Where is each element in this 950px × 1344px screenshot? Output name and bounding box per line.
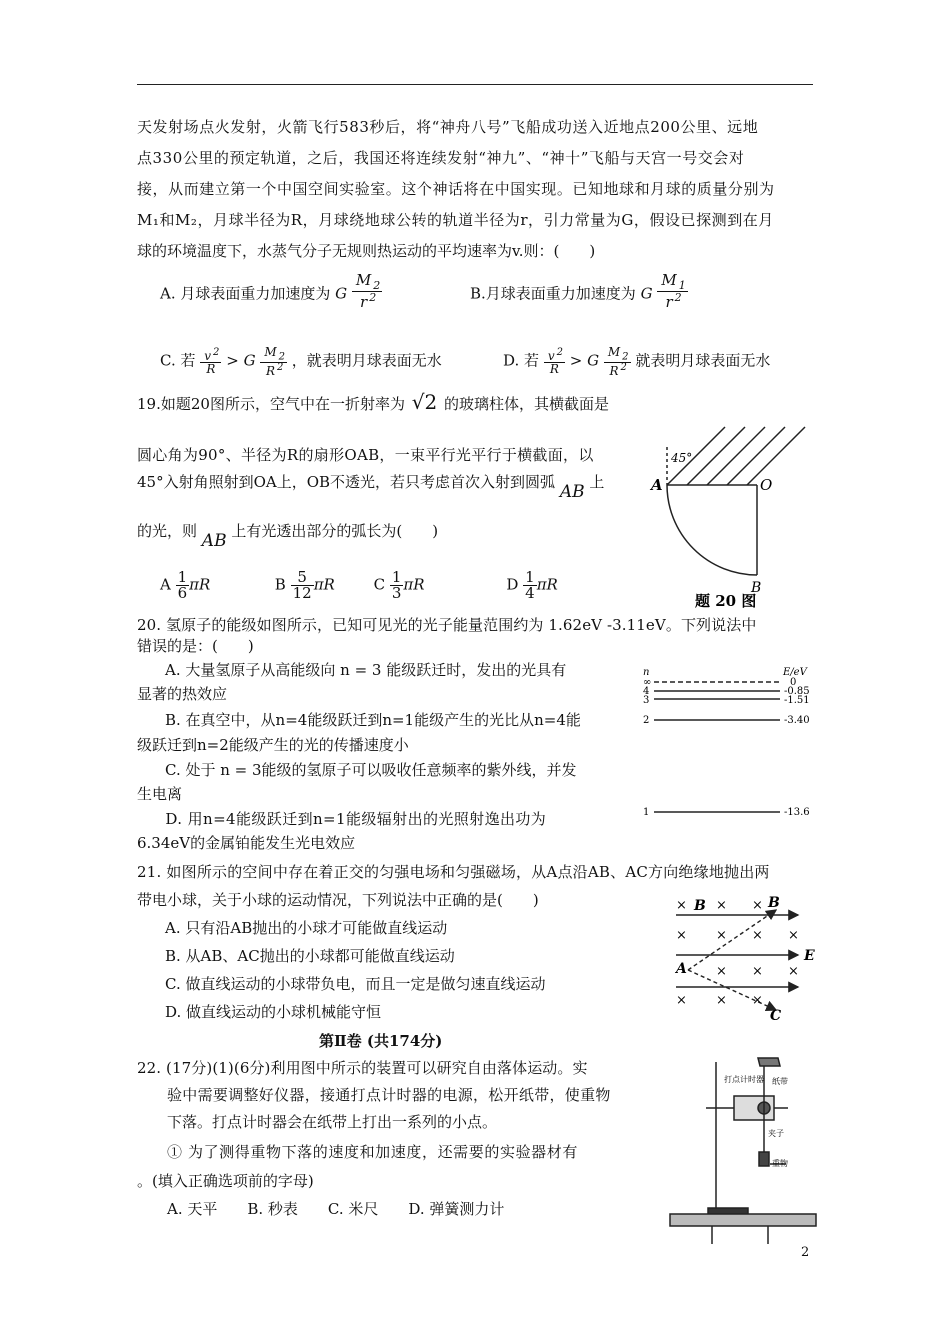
level-n: 1 — [643, 807, 650, 818]
q22-line: 验中需要调整好仪器，接通打点计时器的电源，松开纸带，使重物 — [167, 1086, 611, 1104]
cross-mark: × — [752, 898, 763, 913]
q20-line: 6.34eV的金属铂能发生光电效应 — [137, 834, 356, 852]
q20-line: B. 在真空中，从n=4能级跃迁到n=1能级产生的光比从n=4能 — [150, 711, 581, 729]
q20-line: 级跃迁到n=2能级产生的光的传播速度小 — [137, 736, 409, 754]
e-axis-label: E/eV — [783, 667, 807, 678]
q20-line: C. 处于 n = 3能级的氢原子可以吸收任意频率的紫外线，并发 — [150, 761, 577, 779]
energy-level-diagram — [640, 665, 820, 825]
n-axis-label: n — [643, 667, 650, 678]
option-b: B $\frac{5}{12}$ πR — [274, 568, 335, 602]
point-c-label: C — [770, 1008, 782, 1022]
q20-line: 显著的热效应 — [137, 685, 228, 703]
tape-label: 纸带 — [772, 1077, 788, 1086]
point-a-label: A — [676, 961, 687, 977]
sector-figure — [645, 412, 820, 608]
q19-line: 的光，则 AB 上有光透出部分的弧长为( ) — [137, 522, 439, 551]
clip-label: 夹子 — [768, 1129, 784, 1138]
cross-mark: × — [716, 993, 727, 1008]
q18-option-b — [470, 271, 688, 311]
q19-options — [160, 570, 558, 601]
q22-line: 22. (17分)(1)(6分)利用图中所示的装置可以研究自由落体运动。实 — [137, 1059, 588, 1077]
page-number: 2 — [801, 1245, 810, 1260]
q19-line: 45°入射角照射到OA上，OB不透光，若只考虑首次入射到圆弧 AB 上 — [137, 473, 605, 502]
option-text: A. 月球表面重力加速度为 — [160, 284, 331, 303]
cross-mark: × — [676, 993, 687, 1008]
cross-mark: × — [716, 928, 727, 943]
q21-line: 带电小球，关于小球的运动情况，下列说法中正确的是( ) — [137, 891, 539, 909]
q20-line: 错误的是：( ) — [137, 637, 254, 655]
q19-line: 19.如题20图所示，空气中在一折射率为 √2 的玻璃柱体，其横截面是 — [137, 390, 609, 414]
q21-line: C. 做直线运动的小球带负电，而且一定是做匀速直线运动 — [150, 975, 546, 993]
point-b-label: B — [751, 580, 762, 596]
timer-label: 打点计时器 — [724, 1075, 764, 1084]
const-g: G — [640, 284, 653, 303]
fraction: $\frac{v ^2}{R}$ — [544, 348, 565, 375]
point-b-label: B — [768, 895, 780, 911]
q21-line: D. 做直线运动的小球机械能守恒 — [150, 1003, 382, 1021]
paragraph-line: M₁和M₂，月球半径为R，月球绕地球公转的轨道半径为r，引力常量为G，假设已探测到在月 — [137, 211, 774, 229]
arc-ab-label: AB — [201, 531, 227, 551]
option-text: B.月球表面重力加速度为 — [470, 284, 636, 303]
q22-line: ① 为了测得重物下落的速度和加速度，还需要的实验器材有 — [167, 1143, 578, 1161]
fraction: $\frac{M _2}{R ^2}$ — [260, 346, 287, 377]
level-n: ∞ — [643, 677, 652, 688]
option-c: C $\frac{1}{3}$ πR — [373, 568, 425, 602]
weight-label: 重物 — [772, 1159, 788, 1168]
cross-mark: × — [716, 898, 727, 913]
const-g: G — [335, 284, 348, 303]
paragraph-line: 接，从而建立第一个中国空间实验室。这个神话将在中国实现。已知地球和月球的质量分别为 — [137, 180, 775, 198]
angle-label: 45° — [671, 451, 693, 465]
sqrt-value: √2 — [411, 390, 438, 414]
q18-option-c: C. 若 $\frac{v ^2}{R}$ > G $\frac{M _2}{R ^2}$ ，就表明月球表面无水 — [160, 345, 442, 379]
fraction: $\frac{M _2}{r ^2}$ — [352, 273, 382, 310]
fraction: $\frac{M _1}{r ^2}$ — [657, 273, 687, 310]
cross-mark: × — [752, 993, 763, 1008]
q18-option-d: D. 若 $\frac{v ^2}{R}$ > G $\frac{M _2}{R ^2}$ 就表明月球表面无水 — [503, 345, 771, 379]
level-n: 4 — [643, 686, 650, 697]
level-n: 3 — [643, 695, 650, 706]
cross-mark: × — [788, 928, 799, 943]
b-field-label: B — [694, 898, 706, 914]
option-a: A $\frac{1}{6}$ πR — [160, 568, 211, 602]
free-fall-apparatus — [668, 1052, 818, 1248]
field-figure — [668, 892, 820, 1022]
level-e: -0.85 — [784, 686, 810, 697]
cross-mark: × — [752, 928, 763, 943]
q20-line: A. 大量氢原子从高能级向 n = 3 能级跃迁时，发出的光具有 — [150, 661, 567, 679]
q20-line: D. 用n=4能级跃迁到n=1能级辐射出的光照射逸出功为 — [150, 810, 547, 828]
level-e: -3.40 — [784, 715, 810, 726]
q21-line: 21. 如图所示的空间中存在着正交的匀强电场和匀强磁场，从A点沿AB、AC方向绝缘地抛出两 — [137, 863, 770, 881]
point-o-label: O — [760, 476, 773, 494]
q21-line: B. 从AB、AC抛出的小球都可能做直线运动 — [150, 947, 455, 965]
q22-line: 。(填入正确选项前的字母) — [137, 1172, 314, 1190]
point-a-label: A — [651, 476, 663, 494]
q20-line: 20. 氢原子的能级如图所示，已知可见光的光子能量范围约为 1.62eV -3.11eV。下列说法中 — [137, 616, 757, 634]
q18-option-a — [160, 271, 382, 311]
cross-mark: × — [676, 898, 687, 913]
paragraph-line: 点330公里的预定轨道，之后，我国还将连续发射“神九”、“神十”飞船与天宫一号交会对 — [137, 149, 745, 167]
level-e: -13.6 — [784, 807, 810, 818]
level-n: 2 — [643, 715, 650, 726]
cross-mark: × — [752, 964, 763, 979]
cross-mark: × — [788, 964, 799, 979]
q21-line: A. 只有沿AB抛出的小球才可能做直线运动 — [150, 919, 448, 937]
section-title: 第Ⅱ卷 (共174分) — [319, 1032, 443, 1050]
paragraph-line: 天发射场点火发射，火箭飞行583秒后，将“神舟八号”飞船成功送入近地点200公里、远地 — [137, 118, 759, 136]
cross-mark: × — [716, 964, 727, 979]
e-field-label: E — [804, 948, 815, 964]
q20-line: 生电离 — [137, 785, 183, 803]
q22-line: 下落。打点计时器会在纸带上打出一系列的小点。 — [167, 1113, 498, 1131]
q22-line: A. 天平 B. 秒表 C. 米尺 D. 弹簧测力计 — [167, 1200, 505, 1218]
option-d: D $\frac{1}{4}$ πR — [506, 568, 558, 602]
fraction: $\frac{M _2}{R ^2}$ — [604, 346, 631, 377]
fraction: $\frac{v ^2}{R}$ — [200, 348, 221, 375]
cross-mark: × — [676, 928, 687, 943]
figure-caption: 题 20 图 — [695, 592, 757, 608]
level-e: 0 — [790, 677, 797, 688]
header-rule — [137, 84, 813, 85]
q19-line: 圆心角为90°、半径为R的扇形OAB，一束平行光平行于横截面，以 — [137, 446, 594, 464]
arc-ab-label: AB — [559, 482, 585, 502]
paragraph-line: 球的环境温度下，水蒸气分子无规则热运动的平均速率为v.则：( ) — [137, 242, 596, 260]
level-e: -1.51 — [784, 695, 810, 706]
